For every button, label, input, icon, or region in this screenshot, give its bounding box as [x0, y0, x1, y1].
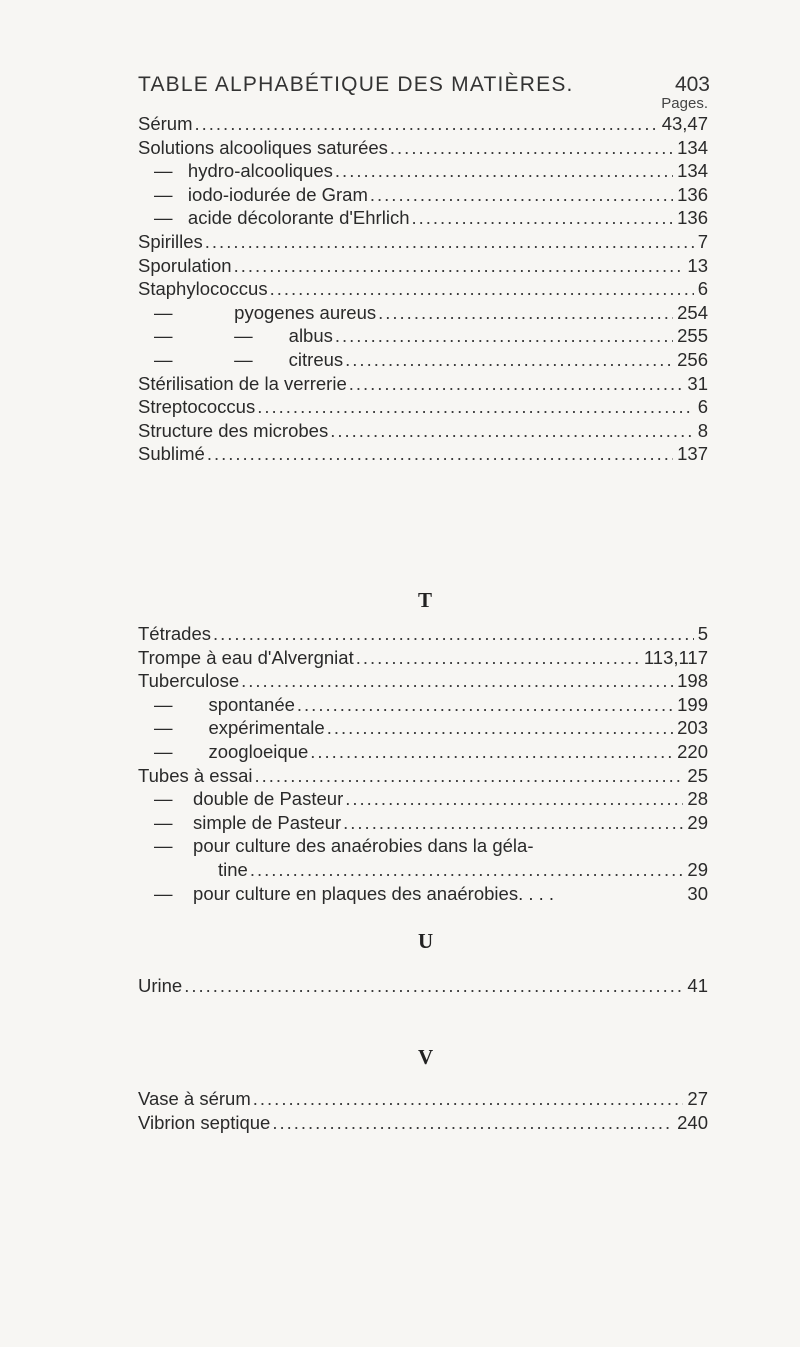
entry-text: Vibrion septique — [138, 1111, 271, 1133]
entry-text: — pour culture en plaques des anaérobies. . . . — [154, 882, 555, 904]
entry-text: Vase à sérum — [138, 1088, 251, 1109]
index-entry — [136, 764, 708, 788]
entry-text: Tétrades — [138, 623, 212, 644]
index-entry — [136, 811, 708, 835]
index-entry — [136, 1087, 708, 1111]
dot-leader — [241, 669, 673, 693]
entry-page: 255 — [673, 324, 708, 348]
dot-leader — [345, 348, 673, 372]
dot-leader — [272, 1111, 673, 1135]
entry-page: 13 — [683, 254, 708, 278]
entry-text: Urine — [138, 975, 183, 996]
running-head-title: TABLE ALPHABÉTIQUE DES MATIÈRES. — [138, 73, 574, 96]
dot-leader — [345, 787, 683, 811]
index-entry — [136, 858, 708, 882]
dot-leader — [330, 419, 693, 443]
entry-page: 31 — [683, 372, 708, 396]
running-head — [138, 73, 710, 97]
dot-leader — [370, 183, 673, 207]
dot-leader — [207, 442, 673, 466]
entry-page: 137 — [673, 442, 708, 466]
entry-page: 43,47 — [658, 112, 708, 136]
entry-page: 27 — [683, 1087, 708, 1111]
entry-text: Tubes à essai — [138, 764, 253, 786]
index-entry — [136, 740, 708, 764]
entry-text: Stérilisation de la verrerie — [138, 372, 347, 394]
index-entry — [136, 882, 708, 906]
entry-text: — hydro-alcooliques — [154, 160, 333, 182]
entry-text: — simple de Pasteur — [154, 811, 342, 833]
entry-text: Sérum — [138, 113, 193, 134]
entry-text: — spontanée — [154, 693, 295, 715]
section-v — [136, 1087, 708, 1134]
index-entry — [136, 112, 708, 136]
dot-leader — [184, 974, 683, 998]
entry-text: Structure des microbes — [138, 419, 329, 441]
entry-text: Sublimé — [138, 443, 205, 465]
dot-leader — [310, 740, 673, 764]
index-entry — [136, 834, 708, 858]
entry-page: 199 — [673, 693, 708, 717]
dot-leader — [195, 112, 658, 136]
index-entry — [136, 716, 708, 740]
index-entry — [136, 301, 708, 325]
entry-page: 203 — [673, 716, 708, 740]
dot-leader — [250, 858, 684, 882]
section-letter-v: V — [418, 1045, 434, 1069]
entry-page: 6 — [694, 395, 708, 419]
entry-page: 134 — [673, 136, 708, 160]
index-entry — [136, 372, 708, 396]
section-u — [136, 974, 708, 998]
entry-text: tine — [218, 858, 248, 880]
dot-leader — [213, 622, 694, 646]
entry-text: Sporulation — [138, 254, 232, 276]
entry-page: 7 — [694, 230, 708, 254]
entry-page: 29 — [683, 811, 708, 835]
pages-column-label: Pages. — [661, 95, 708, 112]
dot-leader — [255, 764, 684, 788]
entry-page: 198 — [673, 669, 708, 693]
index-entry — [136, 183, 708, 207]
dot-leader — [411, 206, 673, 230]
index-entry — [136, 669, 708, 693]
section-s — [136, 112, 708, 466]
entry-text: Staphylococcus — [138, 278, 268, 300]
entry-text: — pour culture des anaérobies dans la géla- — [154, 835, 534, 857]
index-entry — [136, 395, 708, 419]
section-letter-t: T — [418, 588, 433, 612]
entry-text: Tuberculose — [138, 670, 240, 692]
dot-leader — [270, 277, 694, 301]
entry-page: 254 — [673, 301, 708, 325]
page-number: 403 — [674, 73, 710, 96]
dot-leader — [335, 159, 673, 183]
entry-page: 136 — [673, 206, 708, 230]
index-entry — [136, 159, 708, 183]
index-entry — [136, 1111, 708, 1135]
entry-page: 5 — [694, 622, 708, 646]
index-entry — [136, 646, 708, 670]
entry-page: 113,117 — [640, 646, 708, 670]
index-entry — [136, 136, 708, 160]
index-entry — [136, 324, 708, 348]
dot-leader — [234, 254, 684, 278]
entry-text: Trompe à eau d'Alvergniat — [138, 646, 354, 668]
dot-leader — [253, 1087, 684, 1111]
index-entry — [136, 974, 708, 998]
entry-text: Streptococcus — [138, 396, 256, 418]
dot-leader — [356, 646, 640, 670]
dot-leader — [327, 716, 673, 740]
entry-page: 29 — [683, 858, 708, 882]
entry-text: — — citreus — [154, 348, 344, 370]
entry-text: — double de Pasteur — [154, 788, 344, 810]
entry-page: 240 — [673, 1111, 708, 1135]
entry-text: — zoogloeique — [154, 740, 309, 762]
index-entry — [136, 206, 708, 230]
entry-page: 41 — [683, 974, 708, 998]
dot-leader — [343, 811, 683, 835]
entry-page: 136 — [673, 183, 708, 207]
entry-text: — expérimentale — [154, 717, 325, 739]
dot-leader — [205, 230, 694, 254]
entry-page: 6 — [694, 277, 708, 301]
index-entry — [136, 419, 708, 443]
entry-text: — acide décolorante d'Ehrlich — [154, 207, 410, 229]
dot-leader — [335, 324, 673, 348]
index-entry — [136, 277, 708, 301]
entry-page: 30 — [683, 882, 708, 906]
dot-leader — [390, 136, 673, 160]
section-letter-u: U — [418, 929, 434, 953]
dot-leader — [349, 372, 684, 396]
index-entry — [136, 348, 708, 372]
index-entry — [136, 254, 708, 278]
entry-page: 220 — [673, 740, 708, 764]
dot-leader — [378, 301, 673, 325]
entry-page: 25 — [683, 764, 708, 788]
entry-text: — pyogenes aureus — [154, 301, 377, 323]
entry-page: 134 — [673, 159, 708, 183]
index-entry — [136, 622, 708, 646]
index-entry — [136, 230, 708, 254]
section-t — [136, 622, 708, 905]
entry-text: — — albus — [154, 325, 333, 347]
entry-page: 8 — [694, 419, 708, 443]
entry-text: Solutions alcooliques saturées — [138, 136, 388, 158]
entry-page: 256 — [673, 348, 708, 372]
entry-page: 28 — [683, 787, 708, 811]
index-entry — [136, 442, 708, 466]
entry-text: Spirilles — [138, 230, 203, 252]
index-entry — [136, 693, 708, 717]
entry-page — [704, 834, 708, 858]
dot-leader — [257, 395, 693, 419]
dot-leader — [297, 693, 673, 717]
index-entry — [136, 787, 708, 811]
entry-text: — iodo-iodurée de Gram — [154, 183, 368, 205]
